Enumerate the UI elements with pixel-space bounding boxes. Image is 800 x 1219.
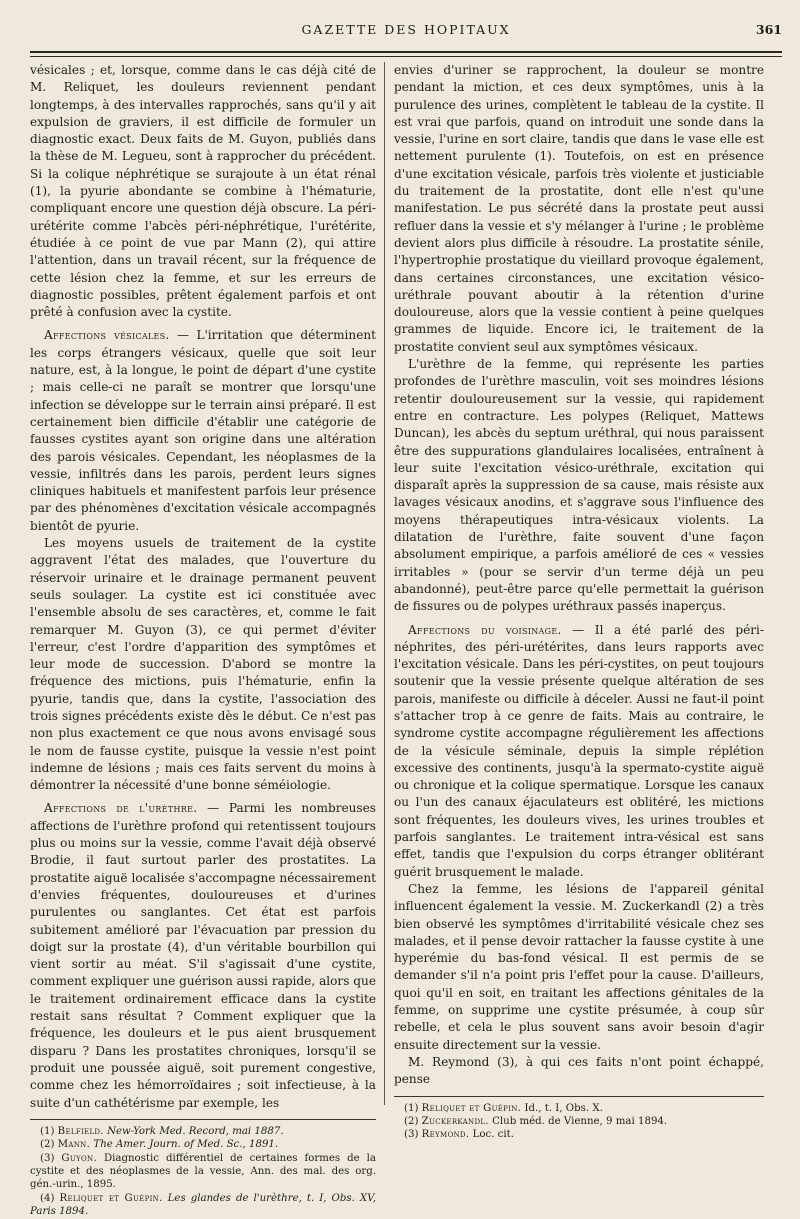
footnote: (1) Reliquet et Guépin. Id., t. I, Obs. X. <box>404 1102 603 1114</box>
footnote-text: The Amer. Journ. of Med. Sc., 1891. <box>90 1139 279 1151</box>
footnote-rule <box>394 1096 764 1097</box>
footnote: (2) Mann. The Amer. Journ. of Med. Sc., 1891. <box>40 1139 279 1151</box>
paragraph: M. Reymond (3), à qui ces faits n'ont point échappé, pense <box>394 1054 764 1087</box>
footnote-text: Id., t. I, Obs. X. <box>521 1102 603 1114</box>
paragraph-text: — Parmi les nombreuses affections de l'urèthre profond qui retentissent toujours plus ou moins sur la vessie, comme l'avait déjà observé Brodie, il faut surtout parler des prostatites. La prostatite aiguë localisée s'accompagne nécessairement d'envies fréquentes, douloureuses et d'urines purulentes ou sanglantes. Cet état est parfois subitement amélioré par l'évacuation par pression du doigt sur la prostate (4), d'un véritable bourbillon qui vient sortir au méat. S'il s'agissait d'une cystite, comment expliquer une guérison aussi rapide, alors que le traitement ordinairement efficace dans la cystite restait sans résultat ? Comment expliquer que la fréquence, les douleurs et le pus aient brusquement disparu ? Dans les prostatites chroniques, lorsqu'il se produit une poussée aiguë, soit purement congestive, comme chez les hémorroïdaires ; soit infectieuse, à la suite d'un cathétérisme par exemple, les <box>30 801 376 1110</box>
footnote-text: Loc. cit. <box>469 1129 514 1141</box>
footnotes <box>394 1102 764 1142</box>
column-divider <box>384 62 385 1105</box>
paragraph: Chez la femme, les lésions de l'appareil génital influencent également la vessie. M. Zuckerkandl (2) a très bien observé les symptômes d'irritabilité vésicale chez ses malades, et il pense devoir rattacher la fausse cystite à une hyperémie du bas-fond vésical. Il est permis de se demander s'il n'a point pris l'effet pour la cause. D'ailleurs, quoi qu'il en soit, en traitant les affections génitales de la femme, on supprime une cystite présumée, à coup sûr rebelle, et cela le plus souvent sans avoir besoin d'agir ensuite directement sur la vessie. <box>394 881 764 1052</box>
paragraph: Les moyens usuels de traitement de la cystite aggravent l'état des malades, que l'ouverture du réservoir urinaire et le drainage permanent peuvent seuls soulager. La cystite est ici constituée avec l'ensemble absolu de ses caractères, et, comme le fait remarquer M. Guyon (3), ce qui permet d'éviter l'erreur, c'est l'ordre d'apparition des symptômes et leur mode de succession. D'abord se montre la fréquence des mictions, puis l'hématurie, enfin la pyurie, tandis que, dans la cystite, l'association des trois signes précédents existe dès le début. Ce n'est pas non plus exactement ce que nous avons envisagé sous le nom de fausse cystite, puisque la vessie n'est point indemne de lésions ; mais ces faits servent du moins à démontrer la nécessité d'une bonne séméiologie. <box>30 536 376 793</box>
footnote-text: Les glandes de l'urèthre, t. I, Obs. XV, Paris 1894. <box>30 1192 376 1218</box>
footnote: (2) Zuckerkandl. Club méd. de Vienne, 9 mai 1894. <box>404 1115 668 1127</box>
paragraph <box>30 800 376 1111</box>
paragraph: L'urèthre de la femme, qui représente les parties profondes de l'urèthre masculin, voit ses moindres lésions retentir douloureusement sur la vessie, qui rapidement entre en contracture. Les polypes (Reliquet, Mattews Duncan), les abcès du septum uréthral, qui nous paraissent être des suppurations glandulaires localisées, entraînent à leur suite l'excitation vésico-uréthrale, excitation qui disparaît après la suppression de sa cause, mais résiste aux lavages vésicaux anodins, et s'aggrave sous l'influence des moyens thérapeutiques intra-vésicaux violents. La dilatation de l'urèthre, faite souvent d'une façon absolument empirique, a parfois amélioré de ces « vessies irritables » (pour se servir d'un terme déjà un peu abandonné), peut-être parce qu'elle permettait la guérison de fissures ou de polypes uréthraux passés inaperçus. <box>394 357 764 614</box>
footnote: (1) Belfield. New-York Med. Record, mai 1887. <box>40 1125 284 1137</box>
paragraph <box>30 327 376 535</box>
footnote-text: New-York Med. Record, mai 1887. <box>103 1125 284 1137</box>
right-column <box>394 62 765 1141</box>
paragraph-text: — Il a été parlé des péri-néphrites, des péri-urétérites, dans leurs rapports avec l'excitation vésicale. Dans les péri-cystites, on peut toujours soutenir que la vessie présente quelque altération de ses parois, manifeste ou difficile à déceler. Aussi ne faut-il point s'attacher trop à ce genre de faits. Mais au contraire, le syndrome cystite accompagne régulièrement les affections de la vésicule séminale, depuis la simple réplétion excessive des continents, jusqu'à la spermato-cystite aiguë ou chronique et la colique spermatique. Lorsque les canaux ou l'un des canaux éjaculateurs est oblitéré, les mictions sont fréquentes, les douleurs vives, les urines troubles et parfois sanglantes. Le traitement intra-vésical est sans effet, tandis que l'expulsion du corps étranger oblitérant guérit brusquement le malade. <box>394 622 765 879</box>
footnote-author: Reymond. <box>421 1129 470 1141</box>
footnote: (3) Guyon. Diagnostic différentiel de certaines formes de la cystite et des néoplasmes de la vessie, Ann. des mal. des org. gén.-urin., 1895. <box>30 1152 376 1191</box>
paragraph-text: — L'irritation que déterminent les corps étrangers vésicaux, quelle que soit leur nature, est, à la longue, le point de départ d'une cystite ; mais celle-ci ne paraît se montrer que lorsqu'une infection se développe sur le terrain ainsi préparé. Il est certainement bien difficile d'établir une catégorie de fausses cystites ayant son origine dans une altération des parois vésicales. Cependant, les néoplasmes de la vessie, infiltrés dans les parois, perdent leurs signes cliniques habituels et manifestent parfois leur présence par des phénomènes d'excitation vésicale accompagnés bientôt de pyurie. <box>30 328 376 533</box>
left-column <box>30 62 376 1218</box>
footnote-text: Club méd. de Vienne, 9 mai 1894. <box>488 1115 668 1127</box>
paragraph <box>394 622 764 881</box>
footnote-text: Diagnostic différentiel de certaines formes de la cystite et des néoplasmes de la vessie, Ann. des mal. des org. gén.-urin., 1895. <box>30 1152 376 1191</box>
journal-title: GAZETTE DES HOPITAUX <box>301 22 511 37</box>
section-heading: Affections de l'urèthre. <box>44 801 198 816</box>
footnote-author: Zuckerkandl. <box>421 1115 489 1127</box>
footnote-author: Guyon. <box>61 1152 97 1164</box>
section-heading: Affections du voisinage. <box>408 622 562 637</box>
page-number: 361 <box>755 22 782 37</box>
footnote-author: Reliquet et Guépin. <box>59 1192 163 1204</box>
page-header <box>30 22 782 48</box>
footnote: (4) Reliquet et Guépin. Les glandes de l'urèthre, t. I, Obs. XV, Paris 1894. <box>30 1192 376 1218</box>
header-rule-thin <box>30 56 782 57</box>
paragraph: envies d'uriner se rapprochent, la douleur se montre pendant la miction, et ces deux symptômes, unis à la purulence des urines, complètent le tableau de la cystite. Il est vrai que parfois, quand on introduit une sonde dans la vessie, l'urine en sort claire, tandis que dans le vase elle est nettement purulente (1). Toutefois, on est en présence d'une excitation vésicale, parfois très violente et justiciable du traitement de la prostatite, dont elle n'est qu'une manifestation. Le pus sécrété dans la prostate peut aussi refluer dans la vessie et s'y mélanger à l'urine ; le problème devient alors plus difficile à résoudre. La prostatite sénile, l'hypertrophie prostatique du vieillard provoque également, dans certaines circonstances, une excitation vésico-uréthrale pouvant aboutir à la rétention d'urine douloureuse, alors que la vessie contient à peine quelques grammes de liquide. Encore ici, le traitement de la prostatite convient seul aux symptômes vésicaux. <box>394 63 764 354</box>
footnote-author: Belfield. <box>57 1125 104 1137</box>
header-rule-thick <box>30 51 782 53</box>
footnote: (3) Reymond. Loc. cit. <box>404 1129 514 1141</box>
footnotes <box>30 1125 376 1219</box>
footnote-rule <box>30 1119 376 1120</box>
footnote-author: Mann. <box>57 1139 91 1151</box>
paragraph: vésicales ; et, lorsque, comme dans le cas déjà cité de M. Reliquet, les douleurs reviennent pendant longtemps, à des intervalles rapprochés, sans qu'il y ait expulsion de graviers, il est difficile de formuler un diagnostic exact. Deux faits de M. Guyon, publiés dans la thèse de M. Legueu, sont à rapprocher du précédent. Si la colique néphrétique se surajoute à un état rénal (1), la pyurie abondante se combine à l'hématurie, compliquant encore une question déjà obscure. La péri-urétérite comme l'abcès péri-néphrétique, l'urétérite, étudiée à ce point de vue par Mann (2), qui attire l'attention, dans un travail récent, sur la fréquence de cette lésion chez la femme, et sur les erreurs de diagnostic possibles, prêtent également parfois et ont prêté à confusion avec la cystite. <box>30 63 376 320</box>
footnote-author: Reliquet et Guépin. <box>421 1102 522 1114</box>
section-heading: Affections vésicales. <box>44 328 170 343</box>
